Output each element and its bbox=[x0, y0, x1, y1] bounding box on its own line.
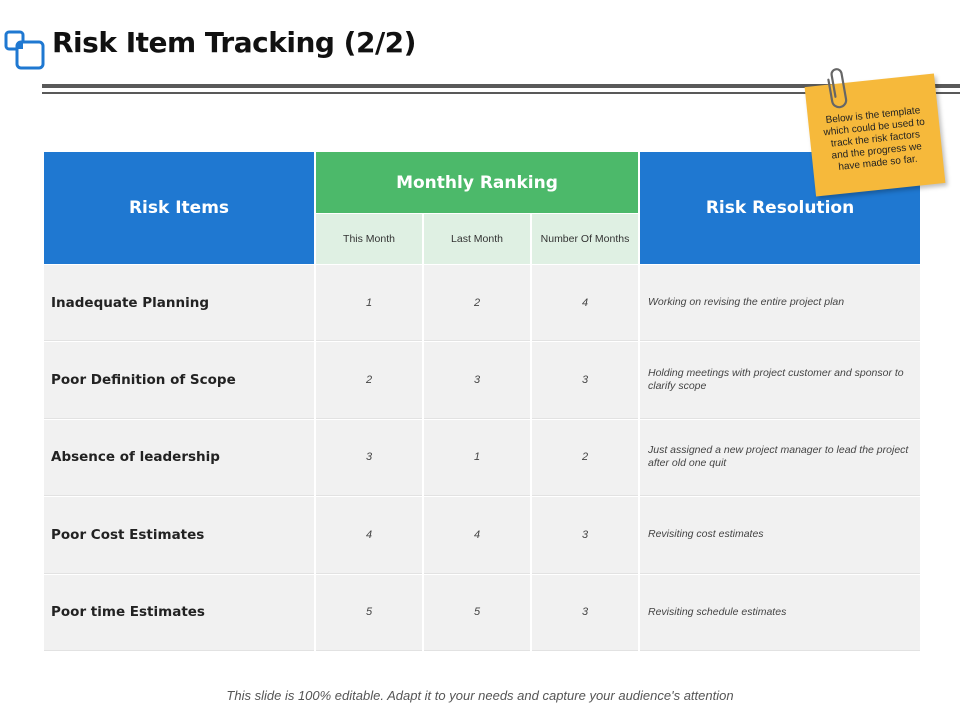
row-2-last-month: 3 bbox=[424, 342, 530, 418]
row-3-number-of-months: 2 bbox=[532, 420, 638, 496]
row-4-risk-item: Poor Cost Estimates bbox=[44, 497, 314, 573]
row-3-resolution: Just assigned a new project manager to lead the project after old one quit bbox=[640, 420, 920, 496]
header-risk-items: Risk Items bbox=[44, 152, 314, 264]
row-5-resolution: Revisiting schedule estimates bbox=[640, 575, 920, 651]
row-2-risk-item: Poor Definition of Scope bbox=[44, 342, 314, 418]
row-5-this-month: 5 bbox=[316, 575, 422, 651]
row-5-number-of-months: 3 bbox=[532, 575, 638, 651]
header-monthly-ranking: Monthly Ranking bbox=[316, 152, 638, 213]
row-1-number-of-months: 4 bbox=[532, 265, 638, 341]
subheader-number-of-months: Number Of Months bbox=[532, 214, 638, 264]
row-2-number-of-months: 3 bbox=[532, 342, 638, 418]
row-5-risk-item: Poor time Estimates bbox=[44, 575, 314, 651]
row-2-resolution: Holding meetings with project customer and sponsor to clarify scope bbox=[640, 342, 920, 418]
row-1-risk-item: Inadequate Planning bbox=[44, 265, 314, 341]
row-4-last-month: 4 bbox=[424, 497, 530, 573]
row-1-this-month: 1 bbox=[316, 265, 422, 341]
row-3-risk-item: Absence of leadership bbox=[44, 420, 314, 496]
subheader-this-month: This Month bbox=[316, 214, 422, 264]
subheader-last-month: Last Month bbox=[424, 214, 530, 264]
row-4-resolution: Revisiting cost estimates bbox=[640, 497, 920, 573]
row-2-this-month: 2 bbox=[316, 342, 422, 418]
row-4-number-of-months: 3 bbox=[532, 497, 638, 573]
row-3-last-month: 1 bbox=[424, 420, 530, 496]
header-risk-resolution: Risk Resolution bbox=[640, 152, 920, 264]
two-overlapping-squares-icon bbox=[4, 30, 46, 72]
row-5-last-month: 5 bbox=[424, 575, 530, 651]
sticky-note-text: Below is the template which could be used to track the risk factors and the progress we have made so far. bbox=[823, 105, 926, 173]
row-4-this-month: 4 bbox=[316, 497, 422, 573]
row-3-this-month: 3 bbox=[316, 420, 422, 496]
row-1-resolution: Working on revising the entire project plan bbox=[640, 265, 920, 341]
footer-note: This slide is 100% editable. Adapt it to your needs and capture your audience's attention bbox=[226, 688, 734, 703]
risk-tracking-table bbox=[44, 152, 920, 651]
page-title: Risk Item Tracking (2/2) bbox=[52, 26, 416, 59]
row-1-last-month: 2 bbox=[424, 265, 530, 341]
